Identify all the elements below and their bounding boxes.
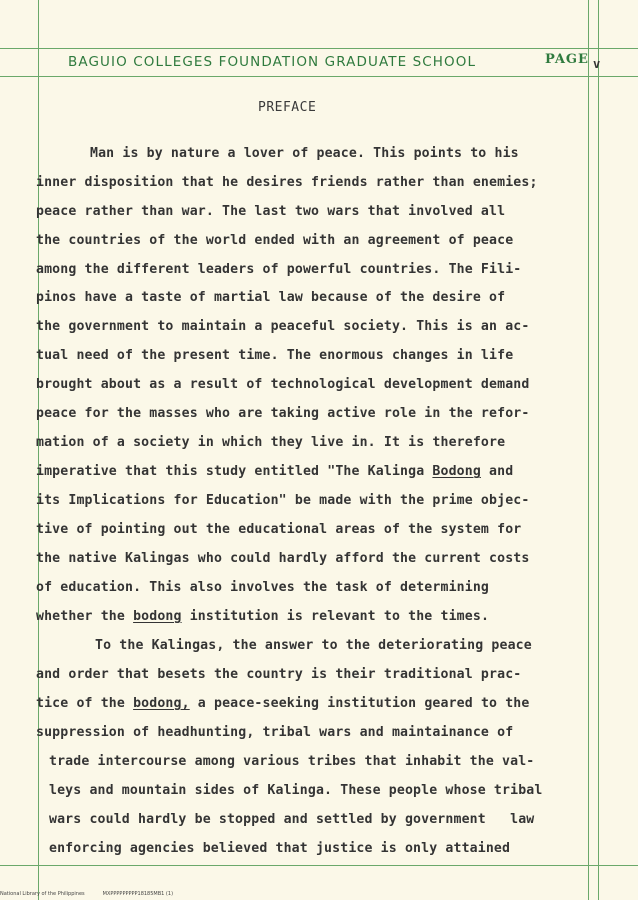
text-line: inner disposition that he desires friends rather than enemies; [36, 175, 538, 190]
text-line: tice of the bodong, a peace-seeking institution geared to the [36, 696, 530, 711]
text-line: mation of a society in which they live in. It is therefore [36, 435, 506, 450]
text-line: peace rather than war. The last two wars that involved all [36, 204, 506, 219]
text-line: trade intercourse among various tribes that inhabit the val- [49, 754, 535, 769]
page-number: v [593, 57, 601, 71]
archive-footer [0, 891, 173, 897]
underlined-term: Bodong [432, 464, 481, 479]
letterhead-title: BAGUIO COLLEGES FOUNDATION GRADUATE SCHOOL [68, 54, 477, 70]
text-line: the government to maintain a peaceful society. This is an ac- [36, 319, 530, 334]
right-margin-rule [588, 0, 589, 900]
text-line: enforcing agencies believed that justice is only attained [49, 841, 511, 856]
text-line: wars could hardly be stopped and settled by government law [49, 812, 535, 827]
left-margin-rule [38, 0, 39, 900]
text-line: the native Kalingas who could hardly afford the current costs [36, 551, 530, 566]
text-line: peace for the masses who are taking active role in the refor- [36, 406, 530, 421]
text-line: whether the bodong institution is relevant to the times. [36, 609, 490, 624]
text-line: pinos have a taste of martial law because of the desire of [36, 290, 506, 305]
top-rule [0, 48, 638, 49]
header-rule [0, 76, 638, 77]
underlined-term: bodong, [133, 696, 190, 711]
text-line: its Implications for Education" be made with the prime objec- [36, 493, 530, 508]
text-line: To the Kalingas, the answer to the deteriorating peace [95, 638, 532, 653]
page-label: PAGE [545, 52, 589, 67]
underlined-term: bodong [133, 609, 182, 624]
text-line: brought about as a result of technological development demand [36, 377, 530, 392]
scan-identifier: MXPPPPPPPPP18185MB1 (1) [102, 891, 174, 897]
text-line: the countries of the world ended with an agreement of peace [36, 233, 514, 248]
text-line: suppression of headhunting, tribal wars and maintainance of [36, 725, 514, 740]
text-line: of education. This also involves the task of determining [36, 580, 490, 595]
bottom-rule [0, 865, 638, 866]
text-line: tive of pointing out the educational areas of the system for [36, 522, 522, 537]
text-line: imperative that this study entitled "The Kalinga Bodong and [36, 464, 514, 479]
right-outer-rule [598, 0, 599, 900]
preface-heading: PREFACE [258, 100, 317, 115]
text-line: tual need of the present time. The enormous changes in life [36, 348, 514, 363]
library-credit: National Library of the Philippines [0, 891, 85, 897]
text-line: leys and mountain sides of Kalinga. These people whose tribal [49, 783, 543, 798]
text-line: and order that besets the country is their traditional prac- [36, 667, 522, 682]
text-line: among the different leaders of powerful countries. The Fili- [36, 262, 522, 277]
text-line: Man is by nature a lover of peace. This points to his [90, 146, 519, 161]
